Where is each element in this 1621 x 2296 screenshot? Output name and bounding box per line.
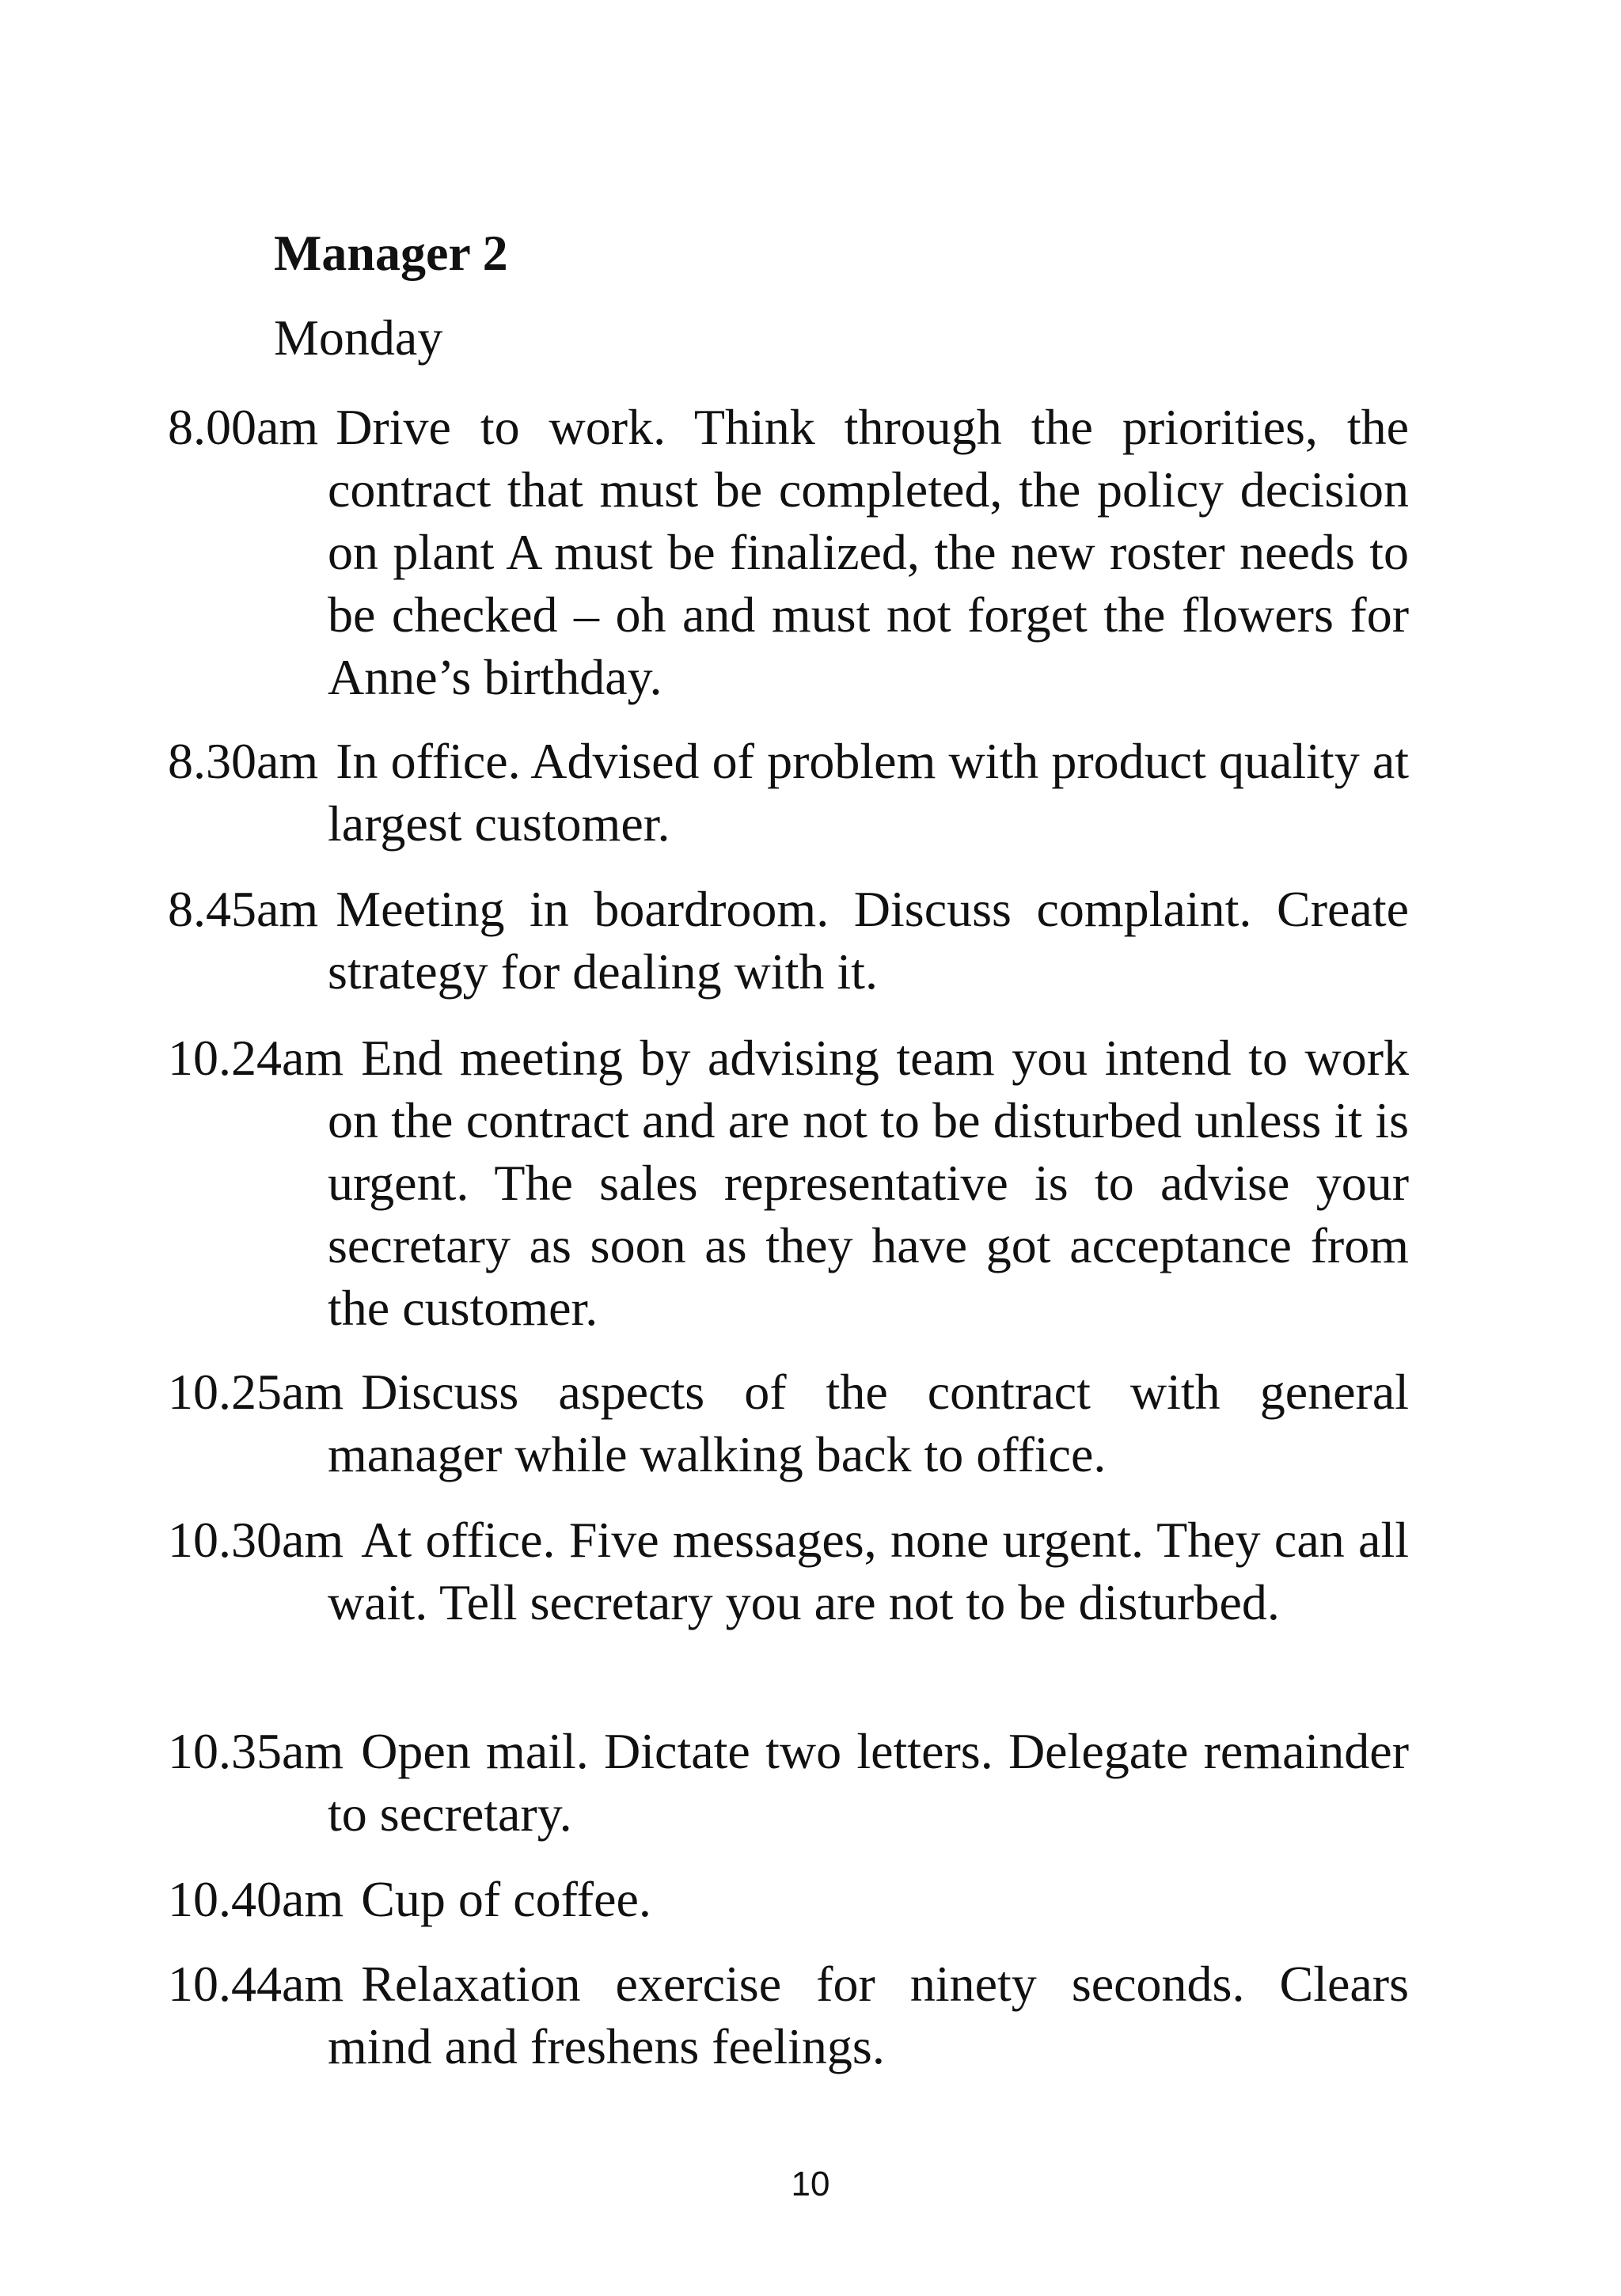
entry-time: 10.44am [168,1956,344,2012]
diary-entry [168,1509,1409,1634]
entry-text: Cup of coffee. [361,1871,651,1927]
diary-entry [168,730,1409,855]
entry-text: In office. Advised of problem with product quality at largest customer. [328,733,1409,852]
entry-text: At office. Five messages, none urgent. They can all wait. Tell secretary you are not to be disturbed. [328,1512,1409,1630]
diary-entry [168,1027,1409,1339]
diary-entry [168,1868,1409,1930]
entry-time: 10.30am [168,1512,344,1568]
day-label: Monday [274,309,443,366]
entry-time: 8.45am [168,881,319,937]
section-heading: Manager 2 [274,225,508,281]
entry-time: 10.24am [168,1030,344,1086]
entry-time: 10.25am [168,1364,344,1420]
entry-time: 10.35am [168,1723,344,1779]
diary-entry [168,1720,1409,1845]
diary-entry [168,1953,1409,2078]
entry-text: Drive to work. Think through the priorities, the contract that must be completed, the policy decision on plant A must be finalized, the new roster needs to be checked – oh and must not forget the flowers for Anne’s birthday. [328,399,1409,705]
entry-text: Relaxation exercise for ninety seconds. Clears mind and freshens feelings. [328,1956,1409,2074]
entry-text: Meeting in boardroom. Discuss complaint. Create strategy for dealing with it. [328,881,1409,1000]
entry-time: 10.40am [168,1871,344,1927]
diary-entry [168,396,1409,708]
entry-time: 8.00am [168,399,319,455]
entry-text: End meeting by advising team you intend to work on the contract and are not to be disturbed unless it is urgent. The sales representative is to advise your secretary as soon as they have got acceptance from the customer. [328,1030,1409,1336]
diary-entry [168,1361,1409,1486]
diary-entry [168,878,1409,1003]
page-number: 10 [791,2165,830,2203]
entry-text: Open mail. Dictate two letters. Delegate remainder to secretary. [328,1723,1409,1842]
entry-text: Discuss aspects of the contract with general manager while walking back to office. [328,1364,1409,1482]
entry-time: 8.30am [168,733,319,789]
